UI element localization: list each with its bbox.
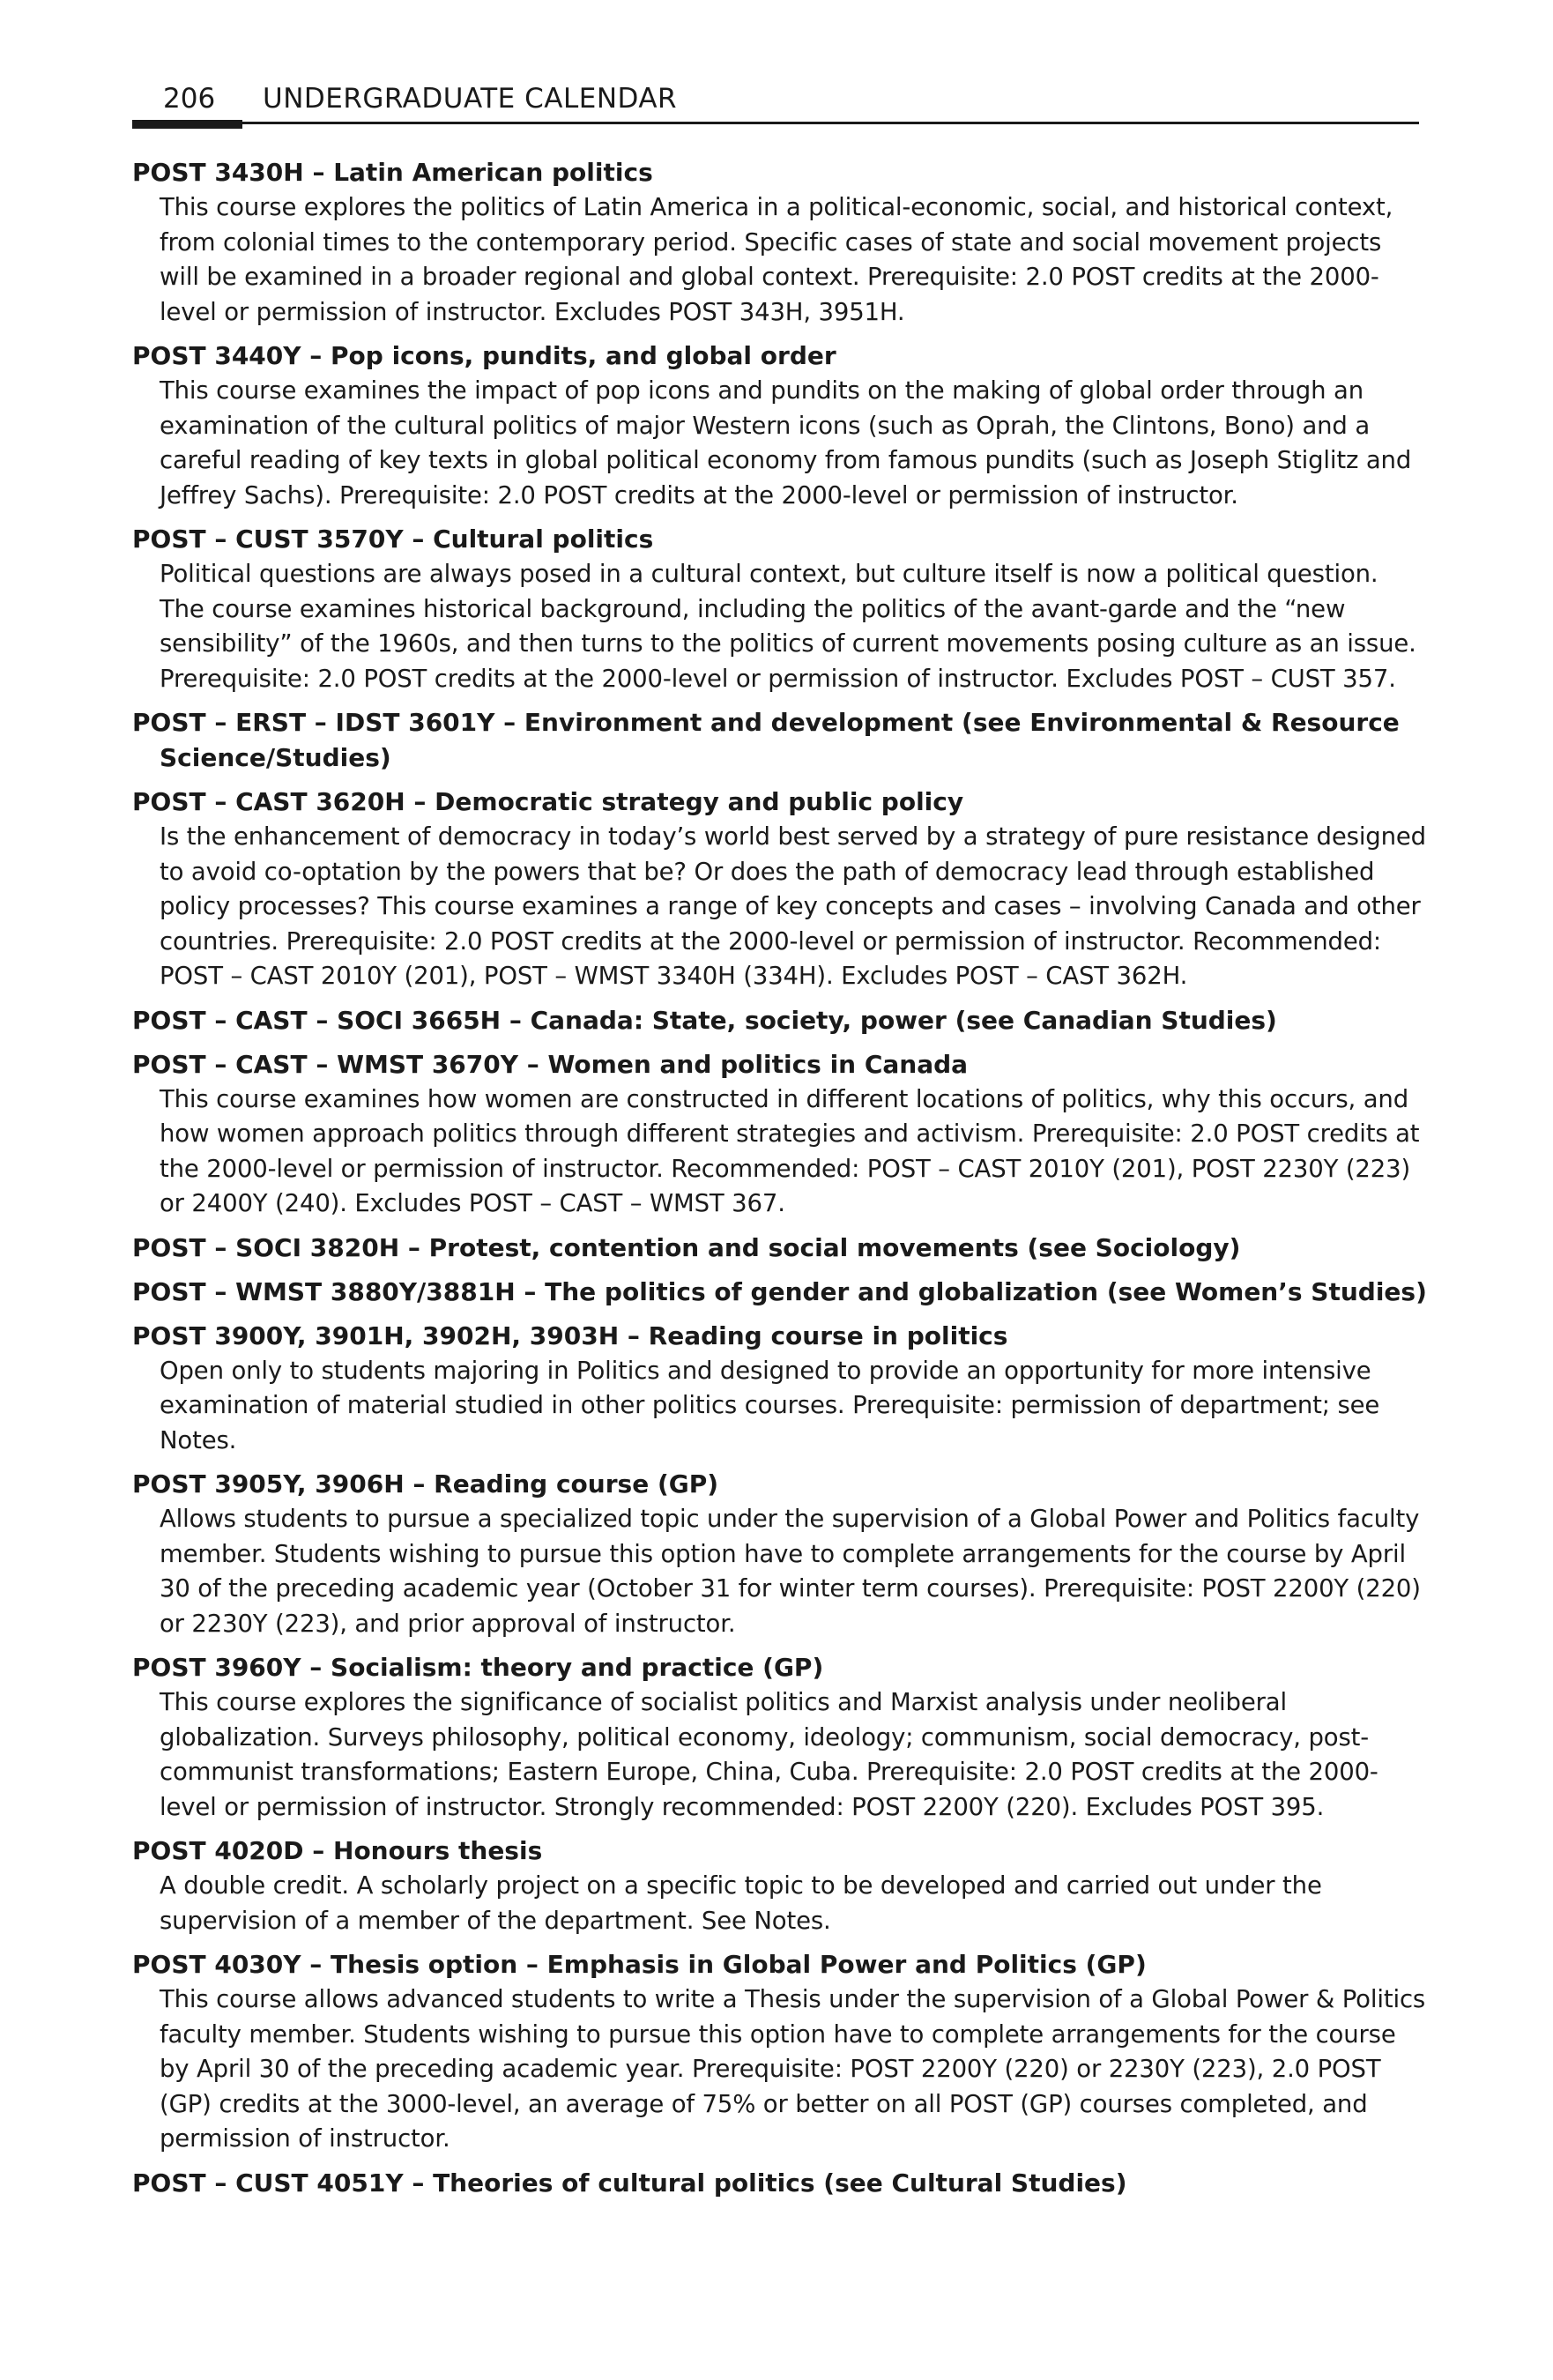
course-title: POST 3900Y, 3901H, 3902H, 3903H – Reading course in politics (132, 1320, 1008, 1350)
course-title: POST – CAST – SOCI 3665H – Canada: State, society, power (see Canadian Studies) (132, 1005, 1277, 1035)
course-title: POST – CUST 4051Y – Theories of cultural politics (see Cultural Studies) (132, 2168, 1127, 2198)
course-description: Open only to students majoring in Politics and designed to provide an opportunity for more intensive examination of material studied in other politics courses. Prerequisite: permission of department; see Notes. (160, 1356, 1380, 1454)
course-entry (132, 1947, 1428, 2157)
running-title: UNDERGRADUATE CALENDAR (263, 83, 678, 115)
course-title: POST – ERST – IDST 3601Y – Environment and development (see Environmental & Resource Science/Studies) (132, 708, 1400, 772)
course-list (132, 155, 1428, 2210)
course-entry (132, 705, 1428, 776)
course-description: Is the enhancement of democracy in today’s world best served by a strategy of pure resistance designed to avoid co-optation by the powers that be? Or does the path of democracy lead through established policy processes? This course examines a range of key concepts and cases – involving Canada and other countries. Prerequisite: 2.0 POST credits at the 2000-level or permission of instructor. Recommended: POST – CAST 2010Y (201), POST – WMST 3340H (334H). Excludes POST – CAST 362H. (160, 822, 1426, 990)
course-title: POST 3430H – Latin American politics (132, 158, 653, 187)
course-description: This course examines how women are constructed in different locations of politics, why this occurs, and how women approach politics through different strategies and activism. Prerequisite: 2.0 POST credits at the 2000-level or permission of instructor. Recommended: POST – CAST 2010Y (201), POST 2230Y (223) or 2400Y (240). Excludes POST – CAST – WMST 367. (160, 1084, 1420, 1217)
course-title: POST – WMST 3880Y/3881H – The politics of gender and globalization (see Women’s Studies) (132, 1276, 1427, 1306)
course-description: Allows students to pursue a specialized topic under the supervision of a Global Power and Politics faculty member. Students wishing to pursue this option have to complete arrangements for the course by April 30 of the preceding academic year (October 31 for winter term courses). Prerequisite: POST 2200Y (220) or 2230Y (223), and prior approval of instructor. (160, 1505, 1421, 1638)
course-description: This course allows advanced students to write a Thesis under the supervision of a Global Power & Politics faculty member. Students wishing to pursue this option have to complete arrangements for the course by April 30 of the preceding academic year. Prerequisite: POST 2200Y (220) or 2230Y (223), 2.0 POST (GP) credits at the 3000-level, an average of 75% or better on all POST (GP) courses completed, and permission of instructor. (160, 1985, 1426, 2153)
course-description: A double credit. A scholarly project on a specific topic to be developed and carried out under the supervision of a member of the department. See Notes. (160, 1871, 1322, 1935)
header-rule (132, 122, 1419, 124)
course-title: POST – CAST – WMST 3670Y – Women and politics in Canada (132, 1049, 969, 1079)
page-header (132, 81, 1419, 125)
course-entry (132, 1467, 1428, 1641)
course-entry (132, 1650, 1428, 1825)
course-entry (132, 522, 1428, 696)
course-description: Political questions are always posed in a cultural context, but culture itself is now a political question. The course examines historical background, including the politics of the avant-garde and the “new sensibility” of the 1960s, and then turns to the politics of current movements posing culture as an issue. Prerequisite: 2.0 POST credits at the 2000-level or permission of instructor. Excludes POST – CUST 357. (160, 560, 1416, 693)
course-title: POST 4020D – Honours thesis (132, 1836, 543, 1865)
course-entry (132, 785, 1428, 994)
course-title: POST 3960Y – Socialism: theory and practice (GP) (132, 1653, 824, 1682)
page-number: 206 (163, 83, 216, 115)
header-rule-tab (132, 120, 242, 129)
course-entry (132, 1047, 1428, 1222)
course-title: POST – CAST 3620H – Democratic strategy and public policy (132, 787, 964, 816)
course-entry (132, 338, 1428, 513)
course-description: This course explores the significance of socialist politics and Marxist analysis under neoliberal globalization. Surveys philosophy, political economy, ideology; communism, social democracy, post-communist transformations; Eastern Europe, China, Cuba. Prerequisite: 2.0 POST credits at the 2000-level or permission of instructor. Strongly recommended: POST 2200Y (220). Excludes POST 395. (160, 1688, 1378, 1821)
course-title: POST 3440Y – Pop icons, pundits, and global order (132, 341, 836, 370)
course-description: This course explores the politics of Latin America in a political-economic, social, and historical context, from colonial times to the contemporary period. Specific cases of state and social movement projects will be examined in a broader regional and global context. Prerequisite: 2.0 POST credits at the 2000-level or permission of instructor. Excludes POST 343H, 3951H. (160, 193, 1393, 326)
course-title: POST – SOCI 3820H – Protest, contention and social movements (see Sociology) (132, 1232, 1241, 1262)
course-entry (132, 1833, 1428, 1938)
course-entry (132, 1003, 1428, 1038)
course-entry (132, 1275, 1428, 1310)
course-title: POST 4030Y – Thesis option – Emphasis in Global Power and Politics (GP) (132, 1950, 1147, 1979)
course-entry (132, 1231, 1428, 1266)
course-title: POST – CUST 3570Y – Cultural politics (132, 524, 654, 554)
course-entry (132, 1319, 1428, 1459)
course-entry (132, 155, 1428, 330)
course-description: This course examines the impact of pop icons and pundits on the making of global order through an examination of the cultural politics of major Western icons (such as Oprah, the Clintons, Bono) and a careful reading of key texts in global political economy from famous pundits (such as Joseph Stiglitz and Jeffrey Sachs). Prerequisite: 2.0 POST credits at the 2000-level or permission of instructor. (160, 376, 1412, 509)
course-entry (132, 2166, 1428, 2201)
course-title: POST 3905Y, 3906H – Reading course (GP) (132, 1469, 719, 1499)
